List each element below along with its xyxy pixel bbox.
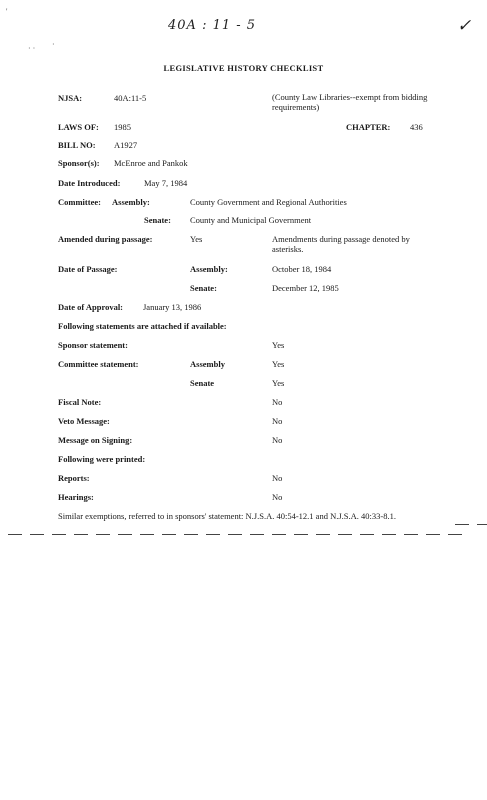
amended-label: Amended during passage: xyxy=(58,234,153,244)
dash-segment xyxy=(455,524,469,525)
dash-segment xyxy=(52,534,66,535)
dash-segment xyxy=(272,534,286,535)
dash-segment xyxy=(8,534,22,535)
passage-senate-value: December 12, 1985 xyxy=(272,283,339,293)
scan-speck: · xyxy=(52,40,55,49)
scan-speck: ' xyxy=(6,7,8,16)
sponsor-statement-label: Sponsor statement: xyxy=(58,340,128,350)
committee-statement-label: Committee statement: xyxy=(58,359,139,369)
bill-no-label: BILL NO: xyxy=(58,140,96,150)
laws-of-label: LAWS OF: xyxy=(58,122,99,132)
scan-speck: · · xyxy=(28,44,36,53)
committee-assembly-value: County Government and Regional Authorities xyxy=(190,197,347,207)
dash-segment xyxy=(426,534,440,535)
chapter-value: 436 xyxy=(410,122,423,132)
sponsors-value: McEnroe and Pankok xyxy=(114,158,188,168)
attached-statements-header: Following statements are attached if available: xyxy=(58,321,227,331)
dash-segment xyxy=(96,534,110,535)
hearings-label: Hearings: xyxy=(58,492,94,502)
dash-segment xyxy=(140,534,154,535)
passage-assembly-label: Assembly: xyxy=(190,264,228,274)
committee-assembly-label: Assembly: xyxy=(112,197,150,207)
dash-segment xyxy=(338,534,352,535)
hearings-value: No xyxy=(272,492,283,502)
date-introduced-label: Date Introduced: xyxy=(58,178,121,188)
sponsor-statement-value: Yes xyxy=(272,340,285,350)
fiscal-note-label: Fiscal Note: xyxy=(58,397,102,407)
dash-segment xyxy=(360,534,374,535)
bill-no-value: A1927 xyxy=(114,140,138,150)
date-introduced-value: May 7, 1984 xyxy=(144,178,188,188)
dash-segment xyxy=(382,534,396,535)
date-of-passage-label: Date of Passage: xyxy=(58,264,118,274)
sponsors-label: Sponsor(s): xyxy=(58,158,100,168)
veto-message-value: No xyxy=(272,416,283,426)
amended-note: Amendments during passage denoted by asterisks. xyxy=(272,234,410,254)
committee-senate-label: Senate: xyxy=(144,215,171,225)
njsa-value: 40A:11-5 xyxy=(114,93,147,103)
amended-value: Yes xyxy=(190,234,203,244)
message-on-signing-label: Message on Signing: xyxy=(58,435,133,445)
date-of-approval-label: Date of Approval: xyxy=(58,302,124,312)
dash-segment xyxy=(448,534,462,535)
dash-segment xyxy=(294,534,308,535)
committee-statement-senate-label: Senate xyxy=(190,378,215,388)
chapter-label: CHAPTER: xyxy=(346,122,391,132)
dash-segment xyxy=(162,534,176,535)
passage-assembly-value: October 18, 1984 xyxy=(272,264,332,274)
veto-message-label: Veto Message: xyxy=(58,416,110,426)
dash-segment xyxy=(74,534,88,535)
dash-segment xyxy=(477,524,487,525)
date-of-approval-value: January 13, 1986 xyxy=(143,302,202,312)
message-on-signing-value: No xyxy=(272,435,283,445)
dash-segment xyxy=(206,534,220,535)
dash-segment xyxy=(30,534,44,535)
dash-segment xyxy=(404,534,418,535)
reports-value: No xyxy=(272,473,283,483)
footnote-similar-exemptions: Similar exemptions, referred to in sponsors' statement: N.J.S.A. 40:54-12.1 and N.J.S.A. 40:33-8.1. xyxy=(58,511,396,521)
committee-statement-assembly-value: Yes xyxy=(272,359,285,369)
document-title: LEGISLATIVE HISTORY CHECKLIST xyxy=(163,63,324,73)
committee-label: Committee: xyxy=(58,197,101,207)
fiscal-note-value: No xyxy=(272,397,283,407)
dash-segment xyxy=(250,534,264,535)
dash-segment xyxy=(118,534,132,535)
reports-label: Reports: xyxy=(58,473,90,483)
dash-segment xyxy=(228,534,242,535)
njsa-description: (County Law Libraries--exempt from bidding requirements) xyxy=(272,92,428,112)
handwritten-file-number: 40A : 11 - 5 xyxy=(168,18,257,33)
committee-statement-senate-value: Yes xyxy=(272,378,285,388)
printed-header: Following were printed: xyxy=(58,454,146,464)
dash-segment xyxy=(184,534,198,535)
passage-senate-label: Senate: xyxy=(190,283,217,293)
njsa-label: NJSA: xyxy=(58,93,83,103)
committee-senate-value: County and Municipal Government xyxy=(190,215,312,225)
checkmark-icon: ✓ xyxy=(457,16,472,36)
dash-segment xyxy=(316,534,330,535)
committee-statement-assembly-label: Assembly xyxy=(190,359,225,369)
laws-of-value: 1985 xyxy=(114,122,131,132)
